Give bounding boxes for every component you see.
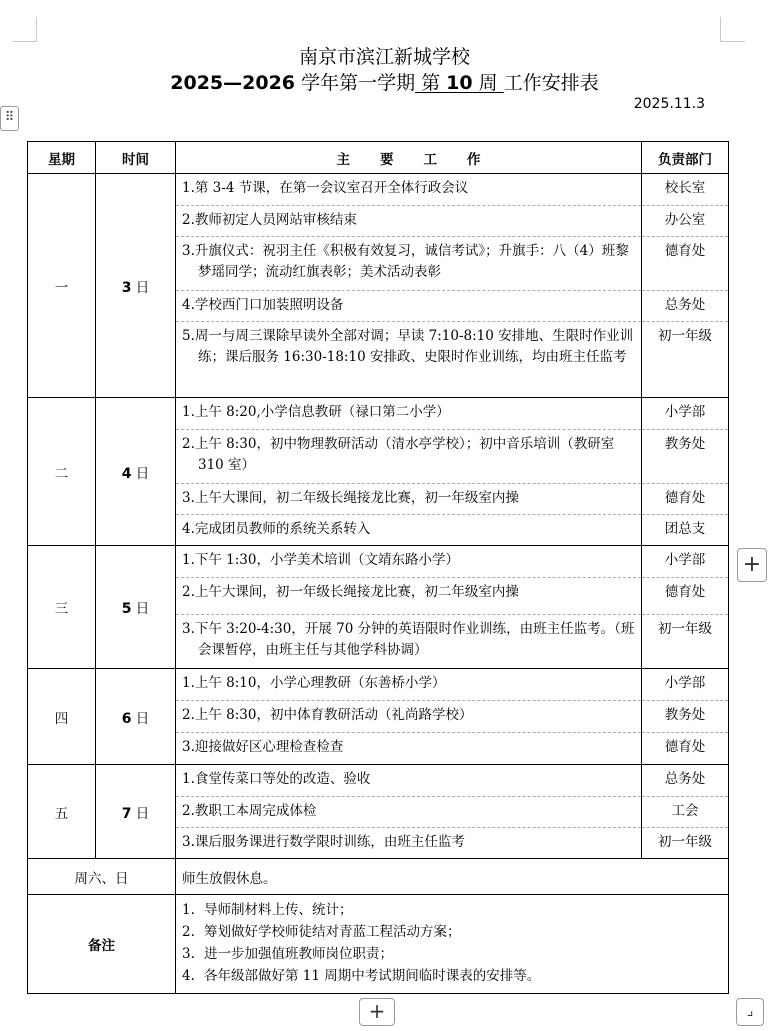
work-item: 5.周一与周三课除早读外全部对调；早读 7:10-8:10 安排地、生限时作业训练；课后服务 16:30-18:10 安排政、史限时作业训练，均由班主任监考 xyxy=(176,322,642,398)
work-item: 2.教职工本周完成体检 xyxy=(176,797,642,828)
work-item: 3.上午大课间，初二年级长绳接龙比赛，初一年级室内操 xyxy=(176,484,642,515)
department-cell: 办公室 xyxy=(642,206,729,237)
department-cell: 初一年级 xyxy=(642,322,729,398)
note-item xyxy=(182,921,722,943)
date-unit: 日 xyxy=(131,465,150,482)
table-row xyxy=(28,546,729,578)
date-cell xyxy=(96,398,176,546)
resize-corner-icon[interactable]: ⌟ xyxy=(736,998,764,1026)
date-number: 5 xyxy=(121,601,132,617)
weekday-cell: 三 xyxy=(28,546,96,669)
work-item: 4.完成团员教师的系统关系转入 xyxy=(176,515,642,546)
plus-icon: + xyxy=(368,999,386,1023)
date-number: 6 xyxy=(121,710,132,727)
department-cell: 总务处 xyxy=(642,291,729,322)
date-number: 3 xyxy=(121,279,132,296)
weekday-cell: 一 xyxy=(28,174,96,398)
work-item: 2.上午 8:30，初中物理教研活动（清水亭学校）；初中音乐培训（教研室 310 室） xyxy=(176,430,642,484)
drag-handle-icon[interactable]: ⠿ xyxy=(0,106,19,131)
add-column-button[interactable] xyxy=(737,548,767,582)
work-item: 1.上午 8:10，小学心理教研（东善桥小学） xyxy=(176,669,642,701)
note-number: 3. xyxy=(182,946,195,962)
week-number: 10 xyxy=(446,72,473,94)
date-cell xyxy=(96,546,176,669)
header-time: 时间 xyxy=(96,142,176,174)
document-date: 2025.11.3 xyxy=(633,96,705,112)
header-day: 星期 xyxy=(28,142,96,174)
weekday-cell: 四 xyxy=(28,669,96,765)
department-cell: 团总支 xyxy=(642,515,729,546)
department-cell: 小学部 xyxy=(642,546,729,578)
note-item xyxy=(182,943,722,965)
department-cell: 德育处 xyxy=(642,733,729,765)
table-row xyxy=(28,174,729,206)
add-row-button[interactable] xyxy=(359,998,395,1026)
header-main-work: 主要工作 xyxy=(176,142,642,174)
work-item: 3.升旗仪式：祝羽主任《积极有效复习，诚信考试》；升旗手：八（4）班黎梦瑶同学；流动红旗表彰；美术活动表彰 xyxy=(176,237,642,291)
department-cell: 初一年级 xyxy=(642,615,729,669)
header-department: 负责部门 xyxy=(642,142,729,174)
note-text: 各年级部做好第 11 周期中考试期间临时课表的安排等。 xyxy=(204,968,541,984)
school-year: 2025—2026 xyxy=(170,72,296,94)
date-unit: 日 xyxy=(131,601,150,617)
department-cell: 教务处 xyxy=(642,701,729,733)
weekend-text: 师生放假休息。 xyxy=(176,859,729,895)
schedule-table xyxy=(27,141,729,994)
work-item: 3.课后服务课进行数学限时训练，由班主任监考 xyxy=(176,828,642,859)
date-cell xyxy=(96,174,176,398)
department-cell: 教务处 xyxy=(642,430,729,484)
work-item: 3.下午 3:20-4:30，开展 70 分钟的英语限时作业训练，由班主任监考。（班会课暂停，由班主任与其他学科协调） xyxy=(176,615,642,669)
department-cell: 小学部 xyxy=(642,669,729,701)
date-unit: 日 xyxy=(131,710,150,727)
weekday-cell: 五 xyxy=(28,765,96,859)
date-number: 4 xyxy=(121,465,132,482)
weekend-label: 周六、日 xyxy=(28,859,176,895)
week-prefix: 第 xyxy=(415,72,447,94)
note-item xyxy=(182,965,722,987)
department-cell: 德育处 xyxy=(642,484,729,515)
schedule-title xyxy=(0,68,769,95)
week-label xyxy=(415,72,504,94)
plus-icon: + xyxy=(742,552,762,577)
note-text: 进一步加强值班教师岗位职责； xyxy=(204,946,393,962)
note-number: 1. xyxy=(182,902,195,918)
work-item: 3.迎接做好区心理检查检查 xyxy=(176,733,642,765)
title-suffix: 工作安排表 xyxy=(503,72,599,94)
department-cell: 小学部 xyxy=(642,398,729,430)
page-corner-mark-top-left xyxy=(12,17,37,42)
table-row xyxy=(28,765,729,797)
notes-label: 备注 xyxy=(28,895,176,994)
page-corner-mark-top-right xyxy=(720,17,745,42)
table-header-row xyxy=(28,142,729,174)
work-item: 4.学校西门口加装照明设备 xyxy=(176,291,642,322)
note-text: 筹划做好学校师徒结对青蓝工程活动方案； xyxy=(204,924,461,940)
note-item xyxy=(182,899,722,921)
date-unit: 日 xyxy=(131,805,150,822)
date-cell xyxy=(96,765,176,859)
table-row xyxy=(28,398,729,430)
table-row xyxy=(28,669,729,701)
note-text: 导师制材料上传、统计； xyxy=(204,902,353,918)
department-cell: 总务处 xyxy=(642,765,729,797)
date-cell xyxy=(96,669,176,765)
department-cell: 德育处 xyxy=(642,237,729,291)
work-item: 1.下午 1:30，小学美术培训（文靖东路小学） xyxy=(176,546,642,578)
work-item: 1.食堂传菜口等处的改造、验收 xyxy=(176,765,642,797)
week-suffix: 周 xyxy=(472,72,504,94)
weekday-cell: 二 xyxy=(28,398,96,546)
school-title: 南京市滨江新城学校 xyxy=(298,46,470,68)
work-item: 2.上午 8:30，初中体育教研活动（礼尚路学校） xyxy=(176,701,642,733)
note-number: 4. xyxy=(182,968,195,984)
date-number: 7 xyxy=(121,805,132,822)
work-item: 1.上午 8:20,小学信息教研（禄口第二小学） xyxy=(176,398,642,430)
department-cell: 德育处 xyxy=(642,578,729,615)
note-number: 2. xyxy=(182,924,195,940)
date-unit: 日 xyxy=(131,279,150,296)
term-label: 学年第一学期 xyxy=(295,72,416,94)
department-cell: 初一年级 xyxy=(642,828,729,859)
work-item: 1.第 3-4 节课，在第一会议室召开全体行政会议 xyxy=(176,174,642,206)
department-cell: 工会 xyxy=(642,797,729,828)
weekend-row xyxy=(28,859,729,895)
work-item: 2.上午大课间，初一年级长绳接龙比赛，初二年级室内操 xyxy=(176,578,642,615)
notes-row xyxy=(28,895,729,994)
department-cell: 校长室 xyxy=(642,174,729,206)
work-item: 2.教师初定人员网站审核结束 xyxy=(176,206,642,237)
notes-list xyxy=(176,895,729,994)
